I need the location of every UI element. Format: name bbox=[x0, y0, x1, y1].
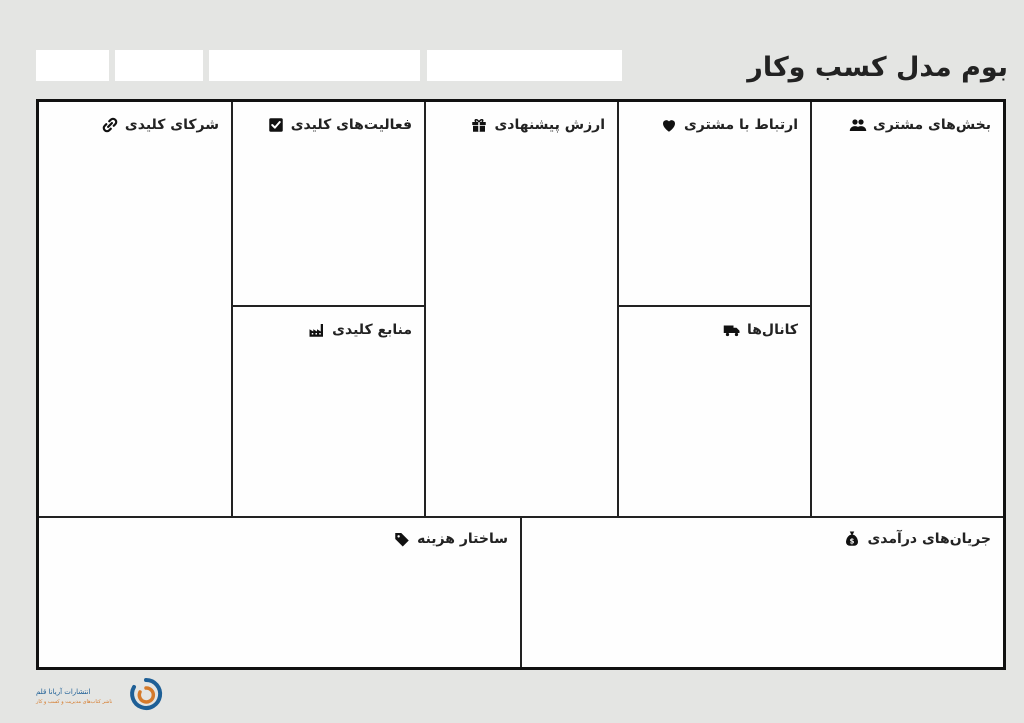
header-field-1[interactable] bbox=[36, 50, 109, 81]
svg-text:$: $ bbox=[850, 537, 855, 546]
block-label: شرکای کلیدی bbox=[124, 117, 219, 133]
publisher-tagline: ناشر کتاب‌های مدیریت و کسب و کار bbox=[36, 699, 113, 705]
tag-icon bbox=[393, 530, 411, 548]
block-customer-segments[interactable] bbox=[812, 102, 1003, 516]
header-field-2[interactable] bbox=[115, 50, 203, 81]
publisher-logo-mark bbox=[128, 676, 164, 716]
publisher-name: انتشارات آریانا قلم bbox=[36, 688, 91, 696]
block-value-propositions[interactable] bbox=[426, 102, 617, 516]
truck-icon bbox=[723, 321, 741, 339]
block-cost-structure[interactable] bbox=[39, 518, 520, 667]
block-key-partners[interactable] bbox=[39, 102, 231, 516]
checkbox-icon bbox=[267, 116, 285, 134]
header-field-4[interactable] bbox=[427, 50, 622, 81]
block-label: جریان‌های درآمدی bbox=[867, 531, 991, 547]
block-customer-relationships[interactable] bbox=[619, 102, 810, 305]
publisher-logo bbox=[36, 676, 166, 716]
block-label: ارزش پیشنهادی bbox=[494, 117, 605, 133]
block-label: منابع کلیدی bbox=[332, 322, 412, 338]
business-model-canvas bbox=[36, 99, 1006, 670]
heart-icon bbox=[660, 116, 678, 134]
users-icon bbox=[849, 116, 867, 134]
block-label: فعالیت‌های کلیدی bbox=[290, 117, 412, 133]
block-key-activities[interactable] bbox=[233, 102, 424, 305]
block-revenue-streams[interactable] bbox=[522, 518, 1003, 667]
link-icon bbox=[101, 116, 119, 134]
gift-icon bbox=[470, 116, 488, 134]
block-label: کانال‌ها bbox=[746, 322, 798, 338]
block-channels[interactable] bbox=[619, 307, 810, 516]
block-key-resources[interactable] bbox=[233, 307, 424, 516]
page-title: بوم مدل کسب وکار bbox=[747, 52, 1008, 83]
factory-icon bbox=[308, 321, 326, 339]
header-field-3[interactable] bbox=[209, 50, 420, 81]
money-bag-icon bbox=[843, 530, 861, 548]
block-label: ارتباط با مشتری bbox=[683, 117, 798, 133]
block-label: بخش‌های مشتری bbox=[873, 117, 991, 133]
block-label: ساختار هزینه bbox=[417, 531, 508, 547]
